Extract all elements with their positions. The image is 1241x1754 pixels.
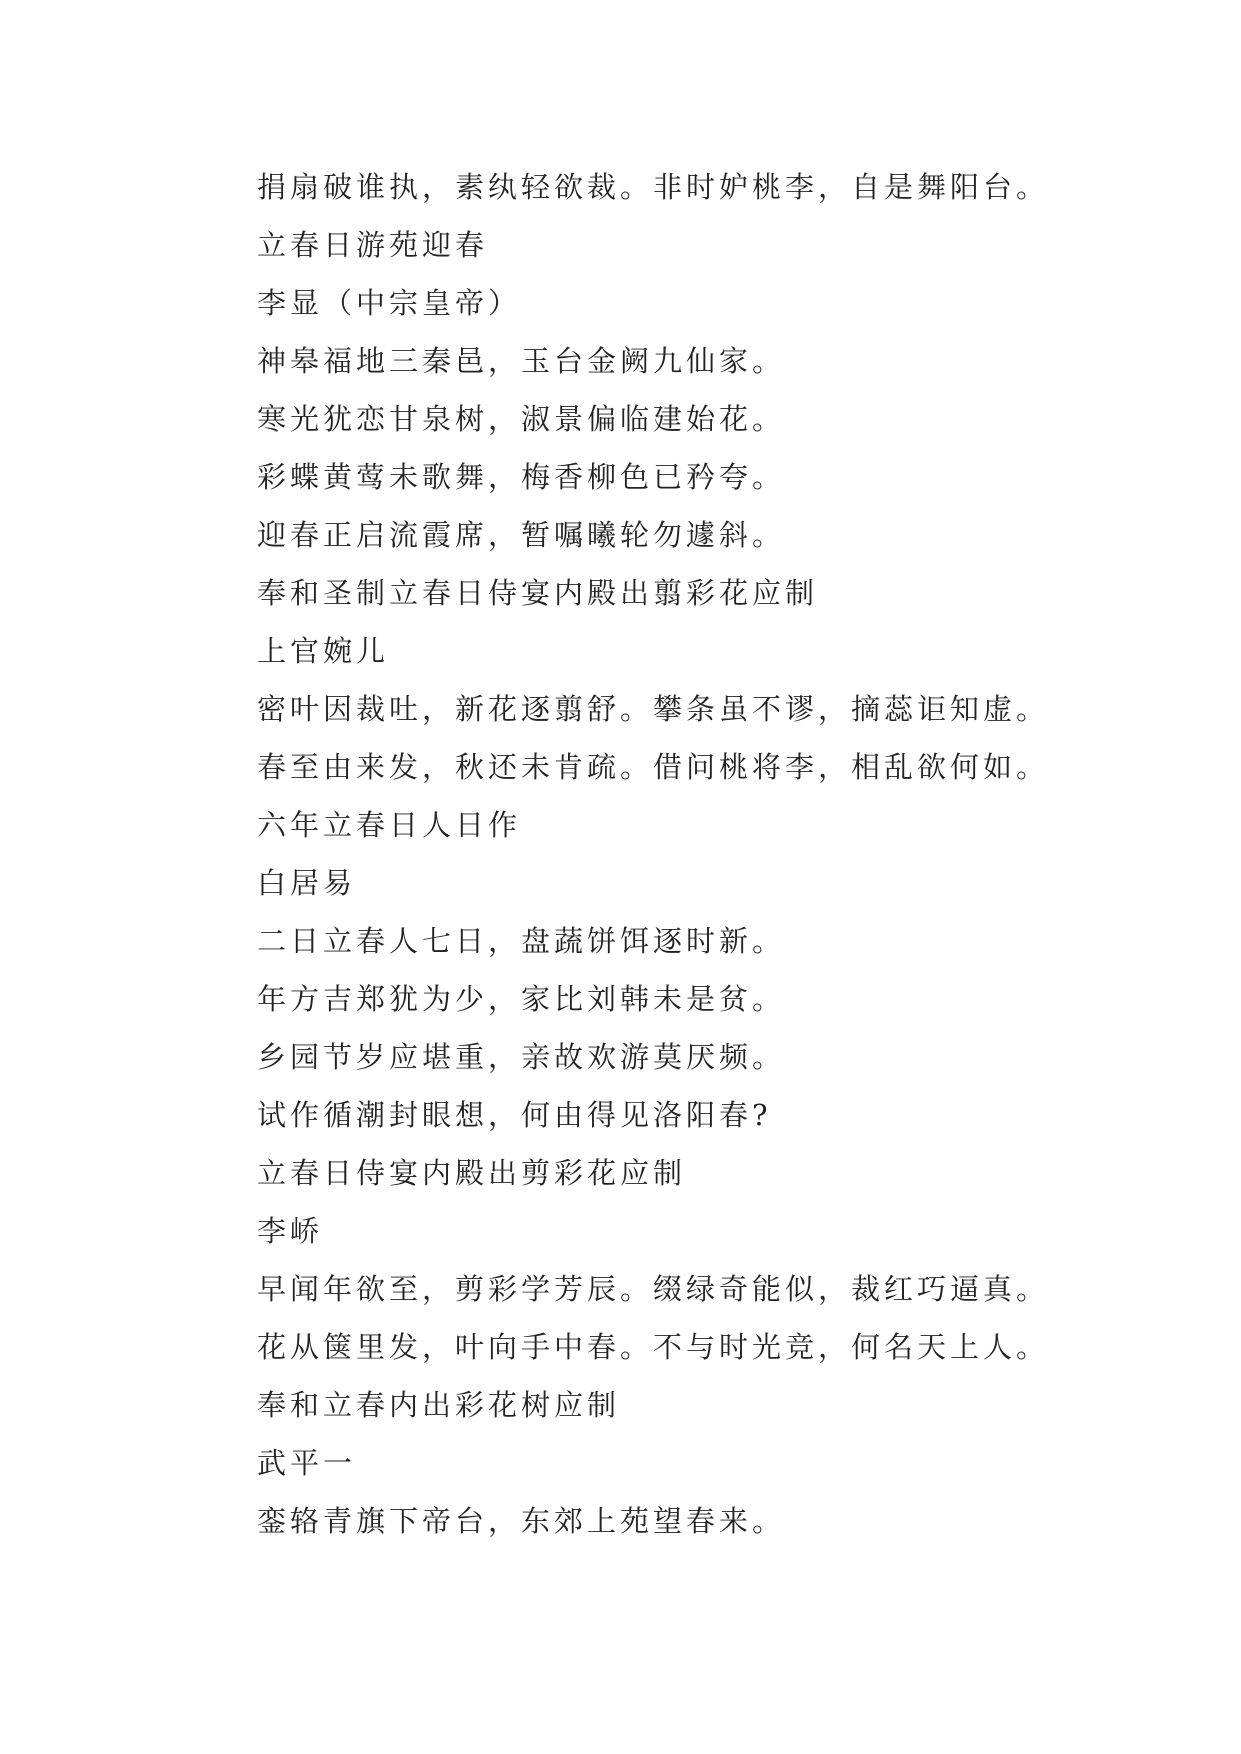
poem-line: 早闻年欲至，剪彩学芳辰。缀绿奇能似，裁红巧逼真。	[257, 1272, 1050, 1306]
poem-author: 上官婉儿	[257, 634, 390, 668]
poem-line: 密叶因裁吐，新花逐翦舒。攀条虽不谬，摘蕊讵知虚。	[257, 692, 1050, 726]
poem-title: 奉和圣制立春日侍宴内殿出翦彩花应制	[257, 576, 819, 610]
poem-line: 二日立春人七日，盘蔬饼饵逐时新。	[257, 924, 786, 958]
poem-text-block	[257, 158, 1157, 1550]
poem-line: 寒光犹恋甘泉树，淑景偏临建始花。	[257, 402, 786, 436]
poem-line: 乡园节岁应堪重，亲故欢游莫厌频。	[257, 1040, 786, 1074]
poem-line: 花从箧里发，叶向手中春。不与时光竞，何名天上人。	[257, 1330, 1050, 1364]
poem-title: 奉和立春内出彩花树应制	[257, 1388, 621, 1422]
poem-title: 六年立春日人日作	[257, 808, 522, 842]
poem-author: 白居易	[257, 866, 357, 900]
poem-author: 李峤	[257, 1214, 324, 1248]
poem-line: 捐扇破谁执，素纨轻欲裁。非时妒桃李，自是舞阳台。	[257, 170, 1050, 204]
poem-line: 迎春正启流霞席，暂嘱曦轮勿遽斜。	[257, 518, 786, 552]
poem-line: 銮辂青旗下帝台，东郊上苑望春来。	[257, 1504, 786, 1538]
poem-author: 武平一	[257, 1446, 357, 1480]
poem-line: 神皋福地三秦邑，玉台金阙九仙家。	[257, 344, 786, 378]
poem-line: 年方吉郑犹为少，家比刘韩未是贫。	[257, 982, 786, 1016]
poem-line: 彩蝶黄莺未歌舞，梅香柳色已矜夸。	[257, 460, 786, 494]
poem-title: 立春日侍宴内殿出剪彩花应制	[257, 1156, 687, 1190]
poem-title: 立春日游苑迎春	[257, 228, 489, 262]
poem-line: 春至由来发，秋还未肯疏。借问桃将李，相乱欲何如。	[257, 750, 1050, 784]
poem-line: 试作循潮封眼想，何由得见洛阳春?	[257, 1098, 772, 1132]
poem-author: 李显（中宗皇帝）	[257, 286, 522, 320]
